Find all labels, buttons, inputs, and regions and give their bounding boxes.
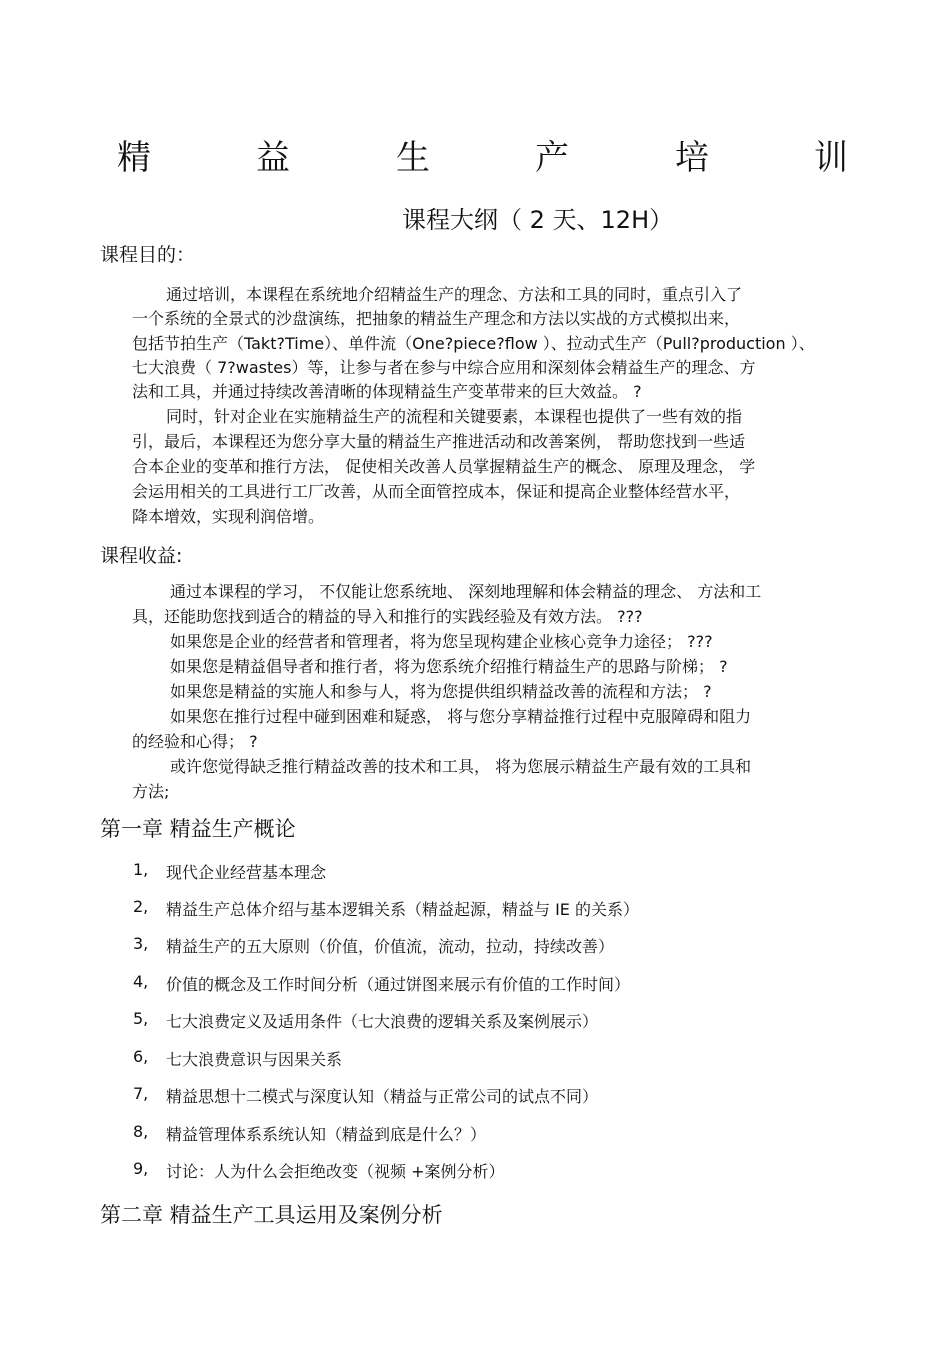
item-number: 1,	[133, 860, 149, 879]
objective-line: 法和工具，并通过持续改善清晰的体现精益生产变革带来的巨大效益。 ?	[132, 382, 642, 401]
item-number: 4,	[133, 972, 149, 991]
objective-line: 一个系统的全景式的沙盘演练，把抽象的精益生产理念和方法以实战的方式模拟出来，	[132, 309, 741, 328]
benefits-line: 如果您在推行过程中碰到困难和疑惑， 将与您分享精益推行过程中克服障碍和阻力	[170, 707, 752, 726]
title-char: 生	[396, 138, 430, 178]
item-text: 讨论：人为什么会拒绝改变（视频 +案例分析）	[166, 1162, 505, 1181]
item-text: 精益管理体系系统认知（精益到底是什么？）	[166, 1125, 487, 1144]
item-text: 七大浪费定义及适用条件（七大浪费的逻辑关系及案例展示）	[166, 1012, 599, 1031]
item-number: 6,	[133, 1047, 149, 1066]
item-number: 7,	[133, 1084, 149, 1103]
chapter-2-title: 第二章 精益生产工具运用及案例分析	[100, 1203, 443, 1227]
objective-line: 包括节拍生产（Takt?Time）、单件流（One?piece?flow ）、拉动式生产（Pull?production ）、	[132, 334, 815, 353]
subtitle: 课程大纲（ 2 天、12H）	[402, 206, 674, 234]
item-text: 精益思想十二模式与深度认知（精益与正常公司的试点不同）	[166, 1087, 599, 1106]
title-char: 精	[117, 138, 151, 178]
item-text: 七大浪费意识与因果关系	[166, 1050, 343, 1069]
benefits-line: 或许您觉得缺乏推行精益改善的技术和工具， 将为您展示精益生产最有效的工具和	[170, 757, 752, 776]
title-char: 培	[675, 138, 709, 178]
objective-heading: 课程目的：	[100, 244, 196, 266]
objective-line: 会运用相关的工具进行工厂改善，从而全面管控成本，保证和提高企业整体经营水平，	[132, 482, 741, 501]
item-number: 2,	[133, 897, 149, 916]
benefits-line: 方法;	[132, 782, 170, 801]
benefits-line: 的经验和心得； ?	[132, 732, 258, 751]
benefits-heading: 课程收益:	[100, 545, 183, 567]
item-number: 8,	[133, 1122, 149, 1141]
objective-line: 七大浪费（ 7?wastes）等，让参与者在参与中综合应用和深刻体会精益生产的理念、方	[132, 358, 756, 377]
objective-line: 通过培训，本课程在系统地介绍精益生产的理念、方法和工具的同时，重点引入了	[166, 285, 743, 304]
benefits-line: 通过本课程的学习， 不仅能让您系统地、 深刻地理解和体会精益的理念、 方法和工	[170, 582, 762, 601]
benefits-line: 如果您是企业的经营者和管理者，将为您呈现构建企业核心竞争力途径； ???	[170, 632, 713, 651]
objective-line: 合本企业的变革和推行方法， 促使相关改善人员掌握精益生产的概念、 原理及理念， 学	[132, 457, 756, 476]
item-text: 精益生产总体介绍与基本逻辑关系（精益起源，精益与 IE 的关系）	[166, 900, 640, 919]
item-number: 5,	[133, 1009, 149, 1028]
title-char: 训	[814, 138, 848, 178]
chapter-1-title: 第一章 精益生产概论	[100, 817, 296, 841]
item-text: 价值的概念及工作时间分析（通过饼图来展示有价值的工作时间）	[166, 975, 631, 994]
objective-line: 降本增效，实现利润倍增。	[132, 507, 325, 526]
title-char: 益	[256, 138, 290, 178]
objective-line: 同时，针对企业在实施精益生产的流程和关键要素，本课程也提供了一些有效的指	[166, 407, 743, 426]
objective-line: 引，最后，本课程还为您分享大量的精益生产推进活动和改善案例， 帮助您找到一些适	[132, 432, 746, 451]
title-char: 产	[535, 138, 569, 178]
item-number: 9,	[133, 1159, 149, 1178]
item-text: 精益生产的五大原则（价值，价值流，流动，拉动，持续改善）	[166, 937, 615, 956]
benefits-line: 如果您是精益倡导者和推行者，将为您系统介绍推行精益生产的思路与阶梯； ?	[170, 657, 728, 676]
benefits-line: 如果您是精益的实施人和参与人，将为您提供组织精益改善的流程和方法； ?	[170, 682, 712, 701]
benefits-line: 具，还能助您找到适合的精益的导入和推行的实践经验及有效方法。 ???	[132, 607, 643, 626]
item-text: 现代企业经营基本理念	[166, 863, 327, 882]
item-number: 3,	[133, 934, 149, 953]
